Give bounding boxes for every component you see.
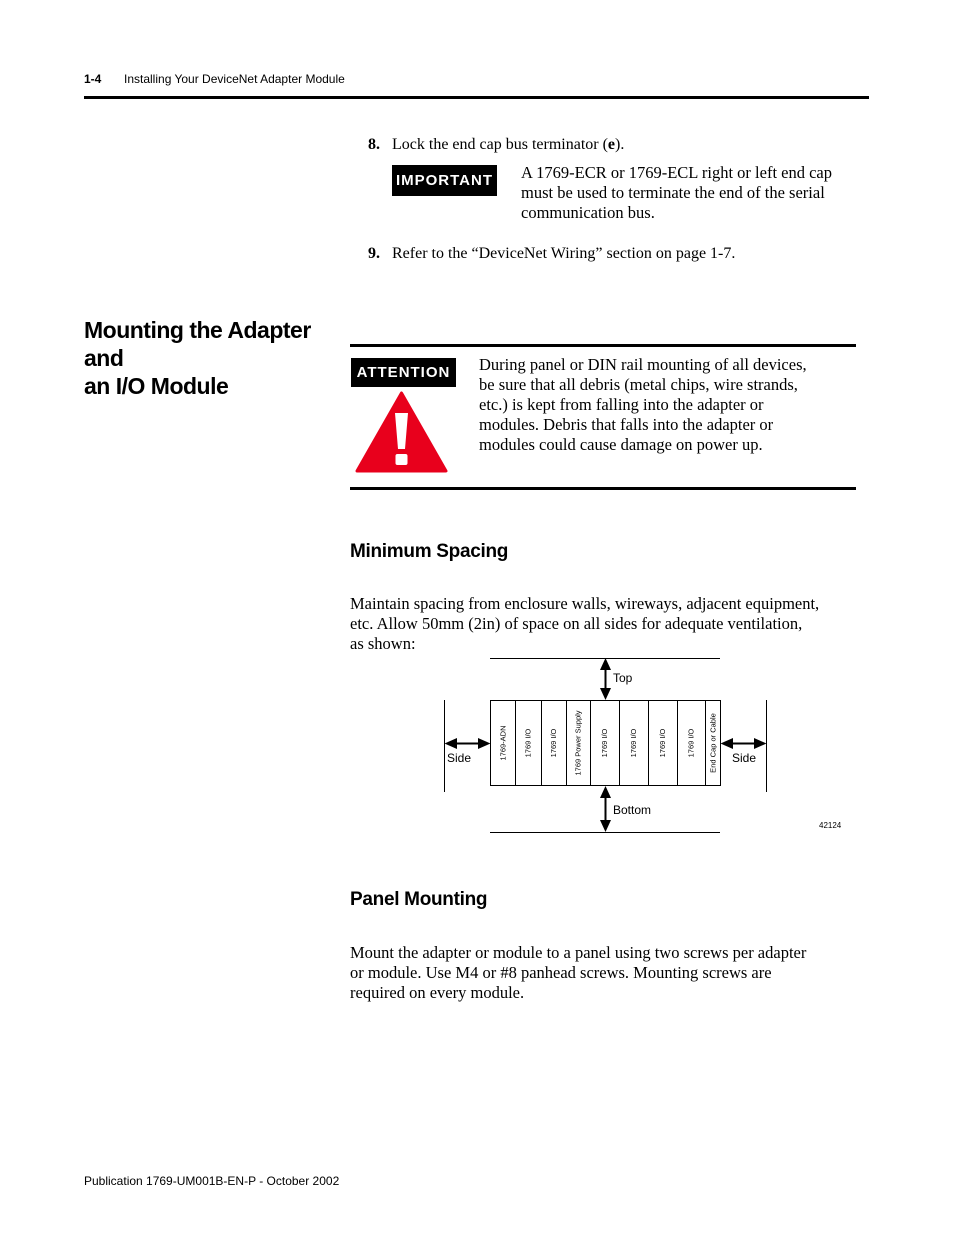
top-arrow: [600, 658, 611, 700]
important-line: communication bus.: [521, 203, 655, 222]
right-side-label: Side: [732, 751, 757, 765]
bottom-label: Bottom: [613, 803, 652, 817]
attention-bottom-rule: [350, 487, 856, 490]
important-line: A 1769-ECR or 1769-ECL right or left end cap: [521, 163, 832, 182]
module-label: 1769 I/O: [658, 728, 667, 758]
step-text: Refer to the “DeviceNet Wiring” section on page 1-7.: [392, 245, 736, 262]
header-rule: [84, 96, 869, 99]
step-bold-letter: e: [607, 136, 616, 153]
spacing-line: Maintain spacing from enclosure walls, wireways, adjacent equipment,: [350, 594, 820, 613]
attention-line: be sure that all debris (metal chips, wire strands,: [479, 375, 798, 394]
important-label: IMPORTANT: [392, 165, 497, 196]
module-label: 1769 I/O: [686, 728, 696, 758]
spacing-diagram: [430, 650, 850, 840]
page-footer: Publication 1769-UM001B-EN-P - October 2002: [84, 1174, 340, 1188]
important-line: must be used to terminate the end of the serial: [521, 183, 825, 202]
important-text: [521, 163, 871, 223]
step-number: 9.: [368, 245, 380, 262]
module-label: 1769 I/O: [629, 728, 638, 758]
heading-line: Mounting the Adapter and: [84, 317, 311, 371]
panel-line: or module. Use M4 or #8 panhead screws. Mounting screws are: [350, 963, 772, 982]
right-side-arrow: [721, 738, 767, 749]
minimum-spacing-text: [350, 594, 880, 654]
panel-line: Mount the adapter or module to a panel using two screws per adapter: [350, 943, 807, 962]
module-label: 1769 I/O: [523, 728, 533, 758]
figure-number: 42124: [819, 821, 842, 830]
step-8: [368, 136, 624, 154]
panel-mounting-text: [350, 943, 880, 1003]
module-label: 1769 I/O: [600, 728, 609, 758]
attention-line: modules. Debris that falls into the adapter or: [479, 415, 774, 434]
spacing-line: etc. Allow 50mm (2in) of space on all sides for adequate ventilation,: [350, 614, 803, 633]
minimum-spacing-heading: Minimum Spacing: [350, 541, 509, 562]
panel-mounting-heading: Panel Mounting: [350, 889, 488, 910]
attention-top-rule: [350, 344, 856, 347]
attention-line: etc.) is kept from falling into the adapter or: [479, 395, 764, 414]
attention-line: modules could cause damage on power up.: [479, 435, 763, 454]
panel-line: required on every module.: [350, 983, 525, 1002]
step-number: 8.: [368, 136, 380, 153]
module-label: 1769-ADN: [498, 725, 508, 761]
bottom-arrow: [600, 786, 611, 832]
attention-label: ATTENTION: [351, 358, 456, 387]
heading-line: an I/O Module: [84, 373, 229, 399]
attention-text: [479, 355, 859, 455]
step-text-end: ).: [615, 136, 625, 153]
module-label: 1769 I/O: [549, 728, 558, 758]
chapter-title: Installing Your DeviceNet Adapter Module: [124, 72, 345, 86]
top-label: Top: [613, 671, 633, 685]
step-9: [368, 245, 735, 263]
spacing-line: as shown:: [350, 634, 416, 653]
module-label: End Cap or Cable: [708, 713, 718, 773]
module-label: 1769 Power Supply: [573, 710, 583, 776]
page-number: 1-4: [84, 72, 102, 86]
left-side-arrow: [445, 738, 491, 749]
attention-line: During panel or DIN rail mounting of all devices,: [479, 355, 807, 374]
left-side-label: Side: [447, 751, 472, 765]
section-heading: [84, 316, 344, 400]
warning-triangle-icon: [355, 391, 448, 473]
step-text: Lock the end cap bus terminator (: [392, 136, 608, 153]
